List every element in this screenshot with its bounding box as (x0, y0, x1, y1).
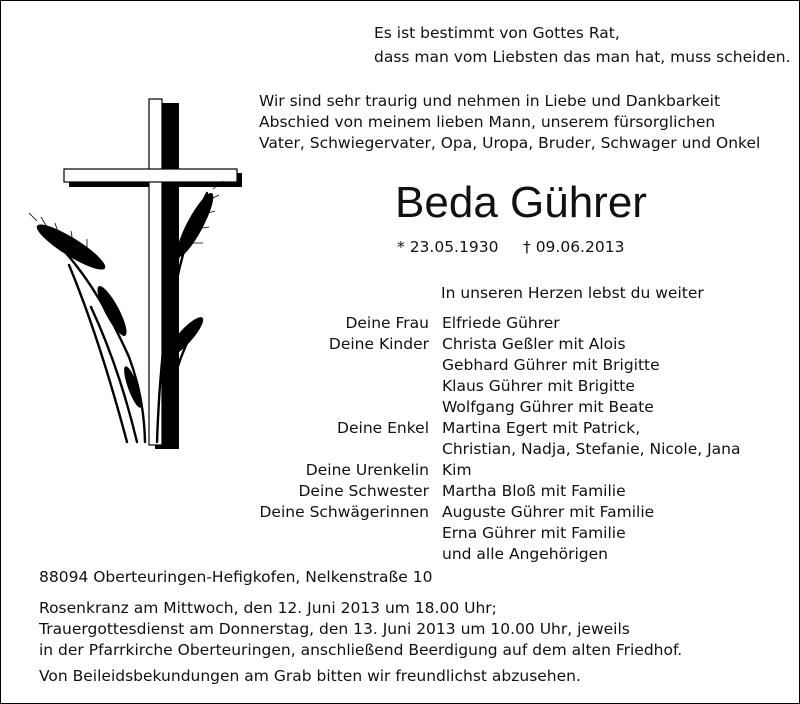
family-name: Klaus Gührer mit Brigitte (442, 377, 635, 395)
birth-symbol: * (397, 238, 405, 256)
service-line-1: Rosenkranz am Mittwoch, den 12. Juni 2013 um 18.00 Uhr; (39, 599, 497, 617)
family-name: Martha Bloß mit Familie (442, 482, 626, 500)
birth-date-value: 23.05.1930 (409, 238, 499, 256)
family-name: Erna Gührer mit Familie (442, 524, 626, 542)
family-name: und alle Angehörigen (442, 545, 608, 563)
closing-note: Von Beileidsbekundungen am Grab bitten wir freundlichst abzusehen. (39, 667, 581, 685)
family-name: Elfriede Gührer (442, 314, 560, 332)
label-enkel: Deine Enkel (337, 419, 429, 437)
family-name: Auguste Gührer mit Familie (442, 503, 655, 521)
quote-line-1: Es ist bestimmt von Gottes Rat, (374, 24, 620, 42)
service-line-2: Trauergottesdienst am Donnerstag, den 13. Juni 2013 um 10.00 Uhr, jeweils (39, 620, 630, 638)
service-line-3: in der Pfarrkirche Oberteuringen, anschließend Beerdigung auf dem alten Friedhof. (39, 641, 683, 659)
birth-date (397, 237, 498, 258)
motto: In unseren Herzen lebst du weiter (441, 284, 704, 302)
family-name: Gebhard Gührer mit Brigitte (442, 356, 660, 374)
family-name: Christian, Nadja, Stefanie, Nicole, Jana (442, 440, 741, 458)
death-date-value: 09.06.2013 (535, 238, 625, 256)
family-name: Christa Geßler mit Alois (442, 335, 626, 353)
quote-line-2: dass man vom Liebsten das man hat, muss scheiden. (374, 48, 791, 66)
family-name: Martina Egert mit Patrick, (442, 419, 641, 437)
death-date (523, 237, 624, 258)
deceased-name: Beda Gührer (395, 178, 647, 227)
cross-with-wheat-icon (29, 97, 249, 457)
intro-line-3: Vater, Schwiegervater, Opa, Uropa, Bruder, Schwager und Onkel (259, 134, 761, 152)
intro-line-1: Wir sind sehr traurig und nehmen in Liebe und Dankbarkeit (259, 92, 721, 110)
label-kinder: Deine Kinder (328, 335, 429, 353)
death-cross-icon: † (523, 238, 531, 256)
intro-line-2: Abschied von meinem lieben Mann, unserem fürsorglichen (259, 113, 716, 131)
family-name: Wolfgang Gührer mit Beate (442, 398, 654, 416)
label-schwester: Deine Schwester (298, 482, 429, 500)
family-name: Kim (442, 461, 472, 479)
address: 88094 Oberteuringen-Hefigkofen, Nelkenstraße 10 (39, 568, 433, 586)
label-frau: Deine Frau (345, 314, 429, 332)
label-urenkelin: Deine Urenkelin (305, 461, 429, 479)
label-schwaegerinnen: Deine Schwägerinnen (259, 503, 429, 521)
